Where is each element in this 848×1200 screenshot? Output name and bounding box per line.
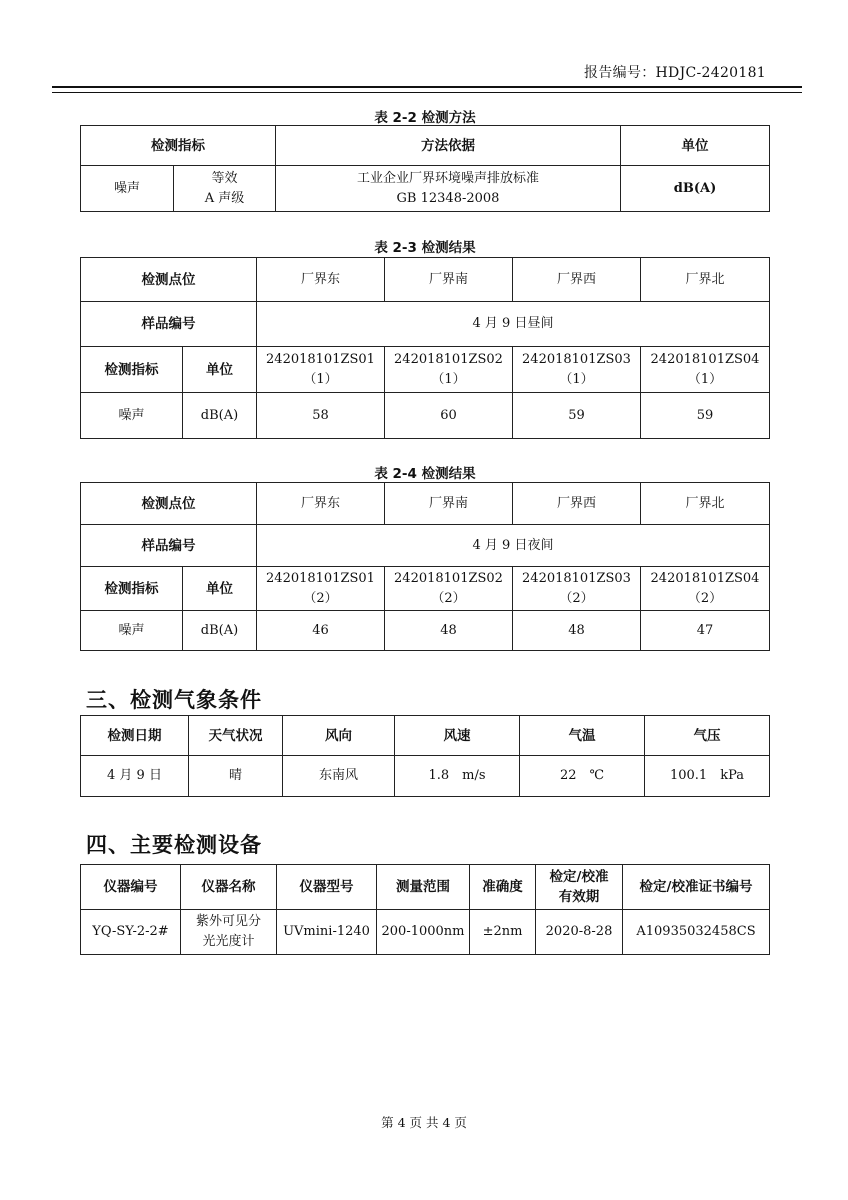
value-cell: 48 (513, 611, 641, 651)
header-indicator: 检测指标 (81, 126, 276, 166)
table-2-3-caption: 表 2-3 检测结果 (374, 240, 476, 256)
sample-seq: （2） (687, 590, 723, 606)
sub-indicator-line2: A 声级 (204, 190, 245, 206)
point-label: 检测点位 (81, 483, 257, 525)
equipment-name-line1: 紫外可见分 (195, 914, 261, 929)
wind-direction-cell: 东南风 (283, 756, 395, 797)
value-cell: 47 (641, 611, 770, 651)
sub-indicator-cell (174, 166, 276, 212)
sample-seq: （2） (431, 590, 466, 606)
sample-id: 242018101ZS01 (266, 351, 375, 367)
table-2-4-caption: 表 2-4 检测结果 (374, 466, 476, 482)
header-method: 方法依据 (276, 126, 621, 166)
value-cell: 59 (641, 393, 770, 439)
point-cell: 厂界西 (513, 258, 641, 302)
header-wind-direction: 风向 (283, 716, 395, 756)
value-cell: 48 (385, 611, 513, 651)
header-validity-line2: 有效期 (558, 889, 600, 905)
header-equipment-id: 仪器编号 (81, 865, 181, 910)
sample-id-cell (385, 347, 513, 393)
point-cell: 厂界南 (385, 483, 513, 525)
period-cell: 4 月 9 日夜间 (257, 525, 770, 567)
measure-range-cell: 200-1000nm (377, 910, 470, 955)
header-pressure: 气压 (645, 716, 770, 756)
validity-cell: 2020-8-28 (536, 910, 623, 955)
sample-id: 242018101ZS03 (522, 570, 631, 586)
period-cell: 4 月 9 日昼间 (257, 302, 770, 347)
sample-id: 242018101ZS04 (650, 351, 760, 367)
cert-no-cell: A10935032458CS (623, 910, 770, 955)
accuracy-cell: ±2nm (470, 910, 536, 955)
sample-label: 样品编号 (81, 525, 257, 567)
sample-seq: （1） (687, 371, 723, 387)
sample-id: 242018101ZS02 (394, 570, 503, 586)
value-cell: 58 (257, 393, 385, 439)
header-measure-range: 测量范围 (377, 865, 470, 910)
sample-id-cell (385, 567, 513, 611)
sample-id: 242018101ZS01 (266, 570, 375, 586)
point-cell: 厂界北 (641, 483, 770, 525)
date-cell: 4 月 9 日 (81, 756, 189, 797)
header-unit: 单位 (621, 126, 770, 166)
unit-cell: dB(A) (183, 611, 257, 651)
sample-seq: （2） (559, 590, 594, 606)
sample-seq: （1） (559, 371, 594, 387)
unit-label: 单位 (183, 347, 257, 393)
header-temperature: 气温 (520, 716, 645, 756)
header-rule-thick (52, 86, 802, 88)
section-equipment-title: 四、主要检测设备 (86, 833, 262, 857)
value-cell: 60 (385, 393, 513, 439)
header-validity (536, 865, 623, 910)
unit-cell: dB(A) (183, 393, 257, 439)
equipment-table (80, 864, 770, 955)
sample-id-cell (513, 567, 641, 611)
header-wind-speed: 风速 (395, 716, 520, 756)
sample-id: 242018101ZS04 (650, 570, 760, 586)
pressure-cell: 100.1 kPa (645, 756, 770, 797)
table-2-2-caption: 表 2-2 检测方法 (374, 110, 476, 126)
sample-seq: （2） (303, 590, 338, 606)
wind-speed-cell: 1.8 m/s (395, 756, 520, 797)
equipment-name-line2: 光光度计 (202, 934, 255, 949)
table-2-2 (80, 125, 770, 212)
equipment-model-cell: UVmini-1240 (277, 910, 377, 955)
method-line2: GB 12348-2008 (396, 190, 500, 206)
sample-id-cell (513, 347, 641, 393)
point-cell: 厂界东 (257, 258, 385, 302)
sample-id: 242018101ZS02 (394, 351, 503, 367)
sample-seq: （1） (303, 371, 338, 387)
header-cert-no: 检定/校准证书编号 (623, 865, 770, 910)
report-number: 报告编号：HDJC-2420181 (584, 65, 766, 81)
value-cell: 46 (257, 611, 385, 651)
sub-indicator-line1: 等效 (211, 170, 238, 186)
header-equipment-name: 仪器名称 (181, 865, 277, 910)
equipment-id-cell: YQ-SY-2-2# (81, 910, 181, 955)
temperature-cell: 22 ℃ (520, 756, 645, 797)
point-cell: 厂界南 (385, 258, 513, 302)
sample-seq: （1） (431, 371, 466, 387)
equipment-name-cell (181, 910, 277, 955)
weather-cell: 晴 (189, 756, 283, 797)
header-validity-line1: 检定/校准 (549, 869, 609, 885)
weather-table (80, 715, 770, 797)
unit-cell: dB(A) (621, 166, 770, 212)
method-cell (276, 166, 621, 212)
unit-label: 单位 (183, 567, 257, 611)
point-cell: 厂界东 (257, 483, 385, 525)
sample-label: 样品编号 (81, 302, 257, 347)
method-line1: 工业企业厂界环境噪声排放标准 (356, 170, 539, 186)
point-label: 检测点位 (81, 258, 257, 302)
header-accuracy: 准确度 (470, 865, 536, 910)
sample-id-cell (641, 567, 770, 611)
header-date: 检测日期 (81, 716, 189, 756)
point-cell: 厂界西 (513, 483, 641, 525)
table-2-4 (80, 482, 770, 651)
sample-id-cell (641, 347, 770, 393)
sample-id: 242018101ZS03 (522, 351, 631, 367)
table-2-3 (80, 257, 770, 439)
indicator-cell: 噪声 (81, 166, 174, 212)
indicator-cell: 噪声 (81, 611, 183, 651)
point-cell: 厂界北 (641, 258, 770, 302)
header-weather: 天气状况 (189, 716, 283, 756)
header-rule-thin (52, 92, 802, 93)
header-equipment-model: 仪器型号 (277, 865, 377, 910)
sample-id-cell (257, 347, 385, 393)
section-weather-title: 三、检测气象条件 (86, 688, 262, 712)
sample-id-cell (257, 567, 385, 611)
indicator-cell: 噪声 (81, 393, 183, 439)
indicator-label: 检测指标 (81, 347, 183, 393)
page-number: 第 4 页 共 4 页 (381, 1115, 467, 1130)
value-cell: 59 (513, 393, 641, 439)
indicator-label: 检测指标 (81, 567, 183, 611)
